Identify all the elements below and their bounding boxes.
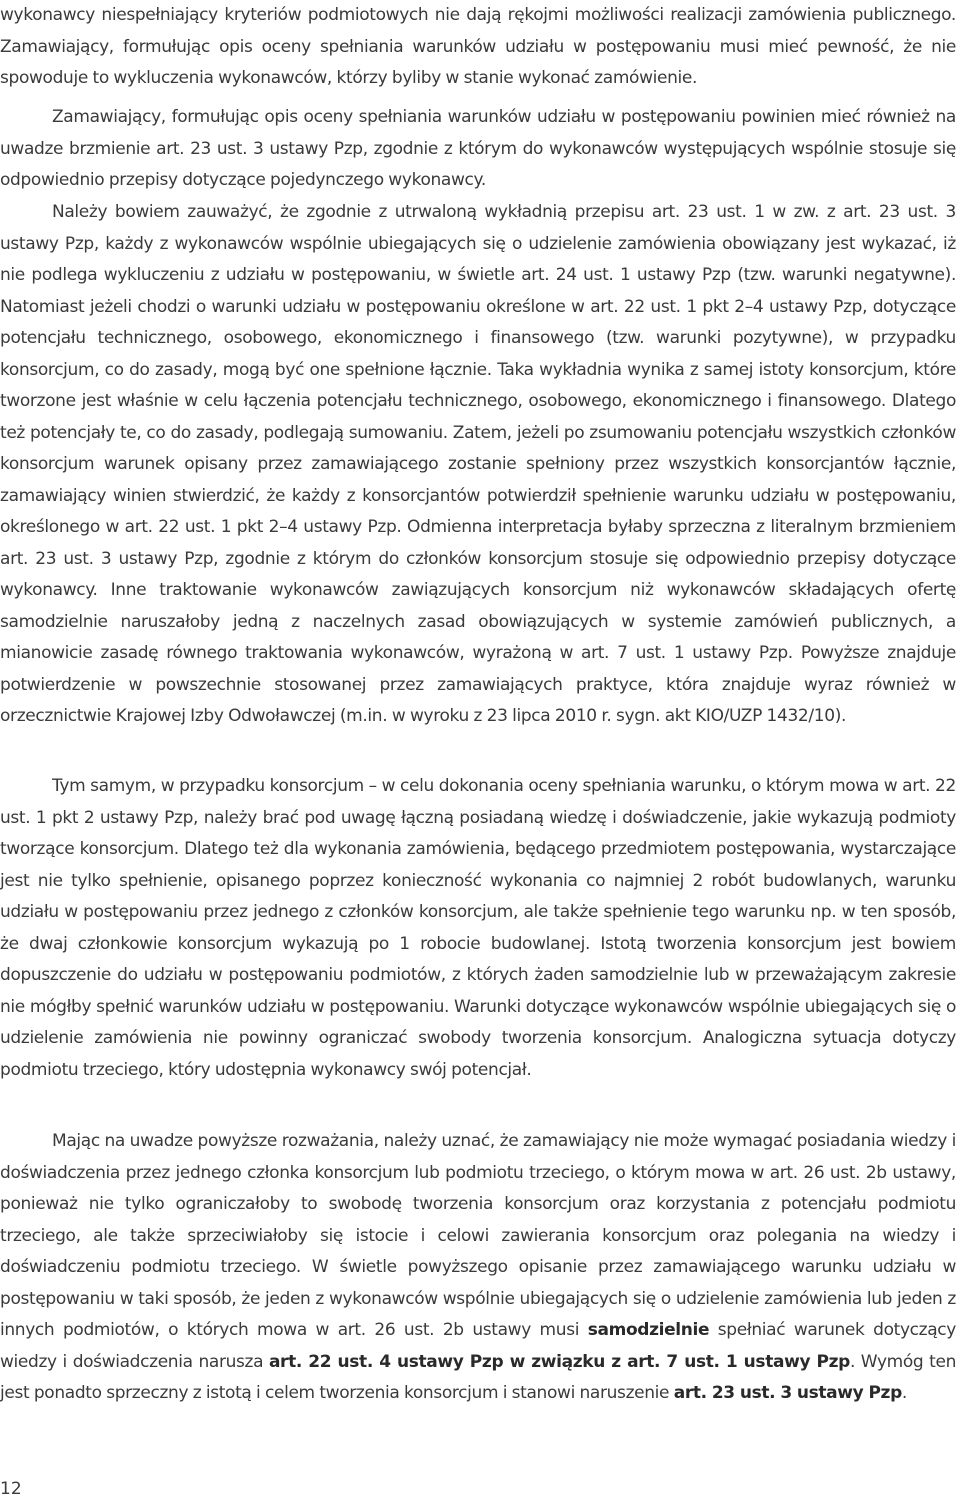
conclusion-text-1: Mając na uwadze powyższe rozważania, należy uznać, że zamawiający nie może wymagać posiadania wiedzy i doświadczenia przez jednego członka konsorcjum lub podmiotu trzeciego, o którym mowa w art. 26 ust. 2b ustawy, ponieważ nie tylko ograniczałoby to swobodę tworzenia konsorcjum oraz korzystania z potencjału podmiotu trzeciego, ale także sprzeciwiałoby się istocie i celowi zawierania konsorcjum oraz polegania na wiedzy i doświadczeniu podmiotu trzeciego. W świetle powyższego opisanie przez zamawiającego warunku udziału w postępowaniu w taki sposób, że jeden z wykonawców wspólnie ubiegających się o udzielenie zamówienia lub jeden z innych podmiotów, o których mowa w art. 26 ust. 2b ustawy musi [0,1131,956,1340]
conclusion-emphasis-art-22: art. 22 ust. 4 ustawy Pzp w związku z art. 7 ust. 1 ustawy Pzp [268,1351,850,1372]
conclusion-emphasis-art-23: art. 23 ust. 3 ustawy Pzp [673,1383,902,1403]
paragraph-consortium-conditions: Należy bowiem zauważyć, że zgodnie z utrwaloną wykładnią przepisu art. 23 ust. 1 w zw. z art. 23 ust. 3 ustawy Pzp, każdy z wykonawców wspólnie ubiegających się o udzielenie zamówienia obowiązany jest wykazać, iż nie podlega wykluczeniu z udziału w postępowaniu, w świetle art. 24 ust. 1 ustawy Pzp (tzw. warunki negatywne). Natomiast jeżeli chodzi o warunki udziału w postępowaniu określone w art. 22 ust. 1 pkt 2–4 ustawy Pzp, dotyczące potencjału technicznego, osobowego, ekonomicznego i finansowego (tzw. warunki pozytywne), w przypadku konsorcjum, co do zasady, mogą być one spełnione łącznie. Taka wykładnia wynika z samej istoty konsorcjum, które tworzone jest właśnie w celu łączenia potencjału technicznego, osobowego, ekonomicznego i finansowego. Dlatego też potencjały te, co do zasady, podlegają sumowaniu. Zatem, jeżeli po zsumowaniu potencjału wszystkich członków konsorcjum warunek opisany przez zamawiającego zostanie spełniony przez wszystkich konsorcjantów łącznie, zamawiający winien stwierdzić, że każdy z konsorcjantów potwierdził spełnienie warunku udziału w postępowaniu, określonego w art. 22 ust. 1 pkt 2–4 ustawy Pzp. Odmienna interpretacja byłaby sprzeczna z literalnym brzmieniem art. 23 ust. 3 ustawy Pzp, zgodnie z którym do członków konsorcjum stosuje się odpowiednio przepisy dotyczące wykonawcy. Inne traktowanie wykonawców zawiązujących konsorcjum niż wykonawców składających ofertę samodzielnie naruszałoby jedną z naczelnych zasad obowiązujących w systemie zamówień publicznych, a mianowicie zasadę równego traktowania wykonawców, wyrażoną w art. 7 ust. 1 ustawy Pzp. Powyższe znajduje potwierdzenie w powszechnie stosowanej przez zamawiających praktyce, która znajduje wyraz również w orzecznictwie Krajowej Izby Odwoławczej (m.in. w wyroku z 23 lipca 2010 r. sygn. akt KIO/UZP 1432/10). [0,202,956,726]
conclusion-text-2: spełniać warunek dotyczący wiedzy i doświadczenia narusza [0,1320,957,1372]
conclusion-text-4: . [901,1383,907,1403]
page-number: 12 [0,1479,22,1499]
paragraph-continuation: wykonawcy niespełniający kryteriów podmiotowych nie dają rękojmi możliwości realizacji zamówienia publicznego. Zamawiający, formułując opis oceny spełniania warunków udziału w postępowaniu musi mieć pewność, że nie spowoduje to wykluczenia wykonawców, którzy byliby w stanie wykonać zamówienie. [0,5,956,88]
conclusion-text-3: . Wymóg ten jest ponadto sprzeczny z istotą i celem tworzenia konsorcjum i stanowi naruszenie [0,1351,956,1403]
paragraph-conclusion [0,1126,956,1410]
paragraph-art-23-reminder: Zamawiający, formułując opis oceny spełniania warunków udziału w postępowaniu powinien mieć również na uwadze brzmienie art. 23 ust. 3 ustawy Pzp, zgodnie z którym do wykonawców występujących wspólnie stosuje się odpowiednio przepisy dotyczące pojedynczego wykonawcy. [0,107,956,190]
conclusion-emphasis-samodzielnie: samodzielnie [587,1320,710,1340]
paragraph-consortium-experience: Tym samym, w przypadku konsorcjum – w celu dokonania oceny spełniania warunku, o którym mowa w art. 22 ust. 1 pkt 2 ustawy Pzp, należy brać pod uwagę łączną posiadaną wiedzę i doświadczenie, jakie wykazują podmioty tworzące konsorcjum. Dlatego też dla wykonania zamówienia, będącego przedmiotem postępowania, wystarczające jest nie tylko spełnienie, opisanego poprzez konieczność wykonania co najmniej 2 robót budowlanych, warunku udziału w postępowaniu przez jednego z członków konsorcjum, ale także spełnienie tego warunku np. w ten sposób, że dwaj członkowie konsorcjum wykazują po 1 robocie budowlanej. Istotą tworzenia konsorcjum jest bowiem dopuszczenie do udziału w postępowaniu podmiotów, z których żaden samodzielnie lub w przeważającym zakresie nie mógłby spełnić warunków udziału w postępowaniu. Warunki dotyczące wykonawców wspólnie ubiegających się o udzielenie zamówienia nie powinny ograniczać swobody tworzenia konsorcjum. Analogiczna sytuacja dotyczy podmiotu trzeciego, który udostępnia wykonawcy swój potencjał. [0,776,956,1080]
